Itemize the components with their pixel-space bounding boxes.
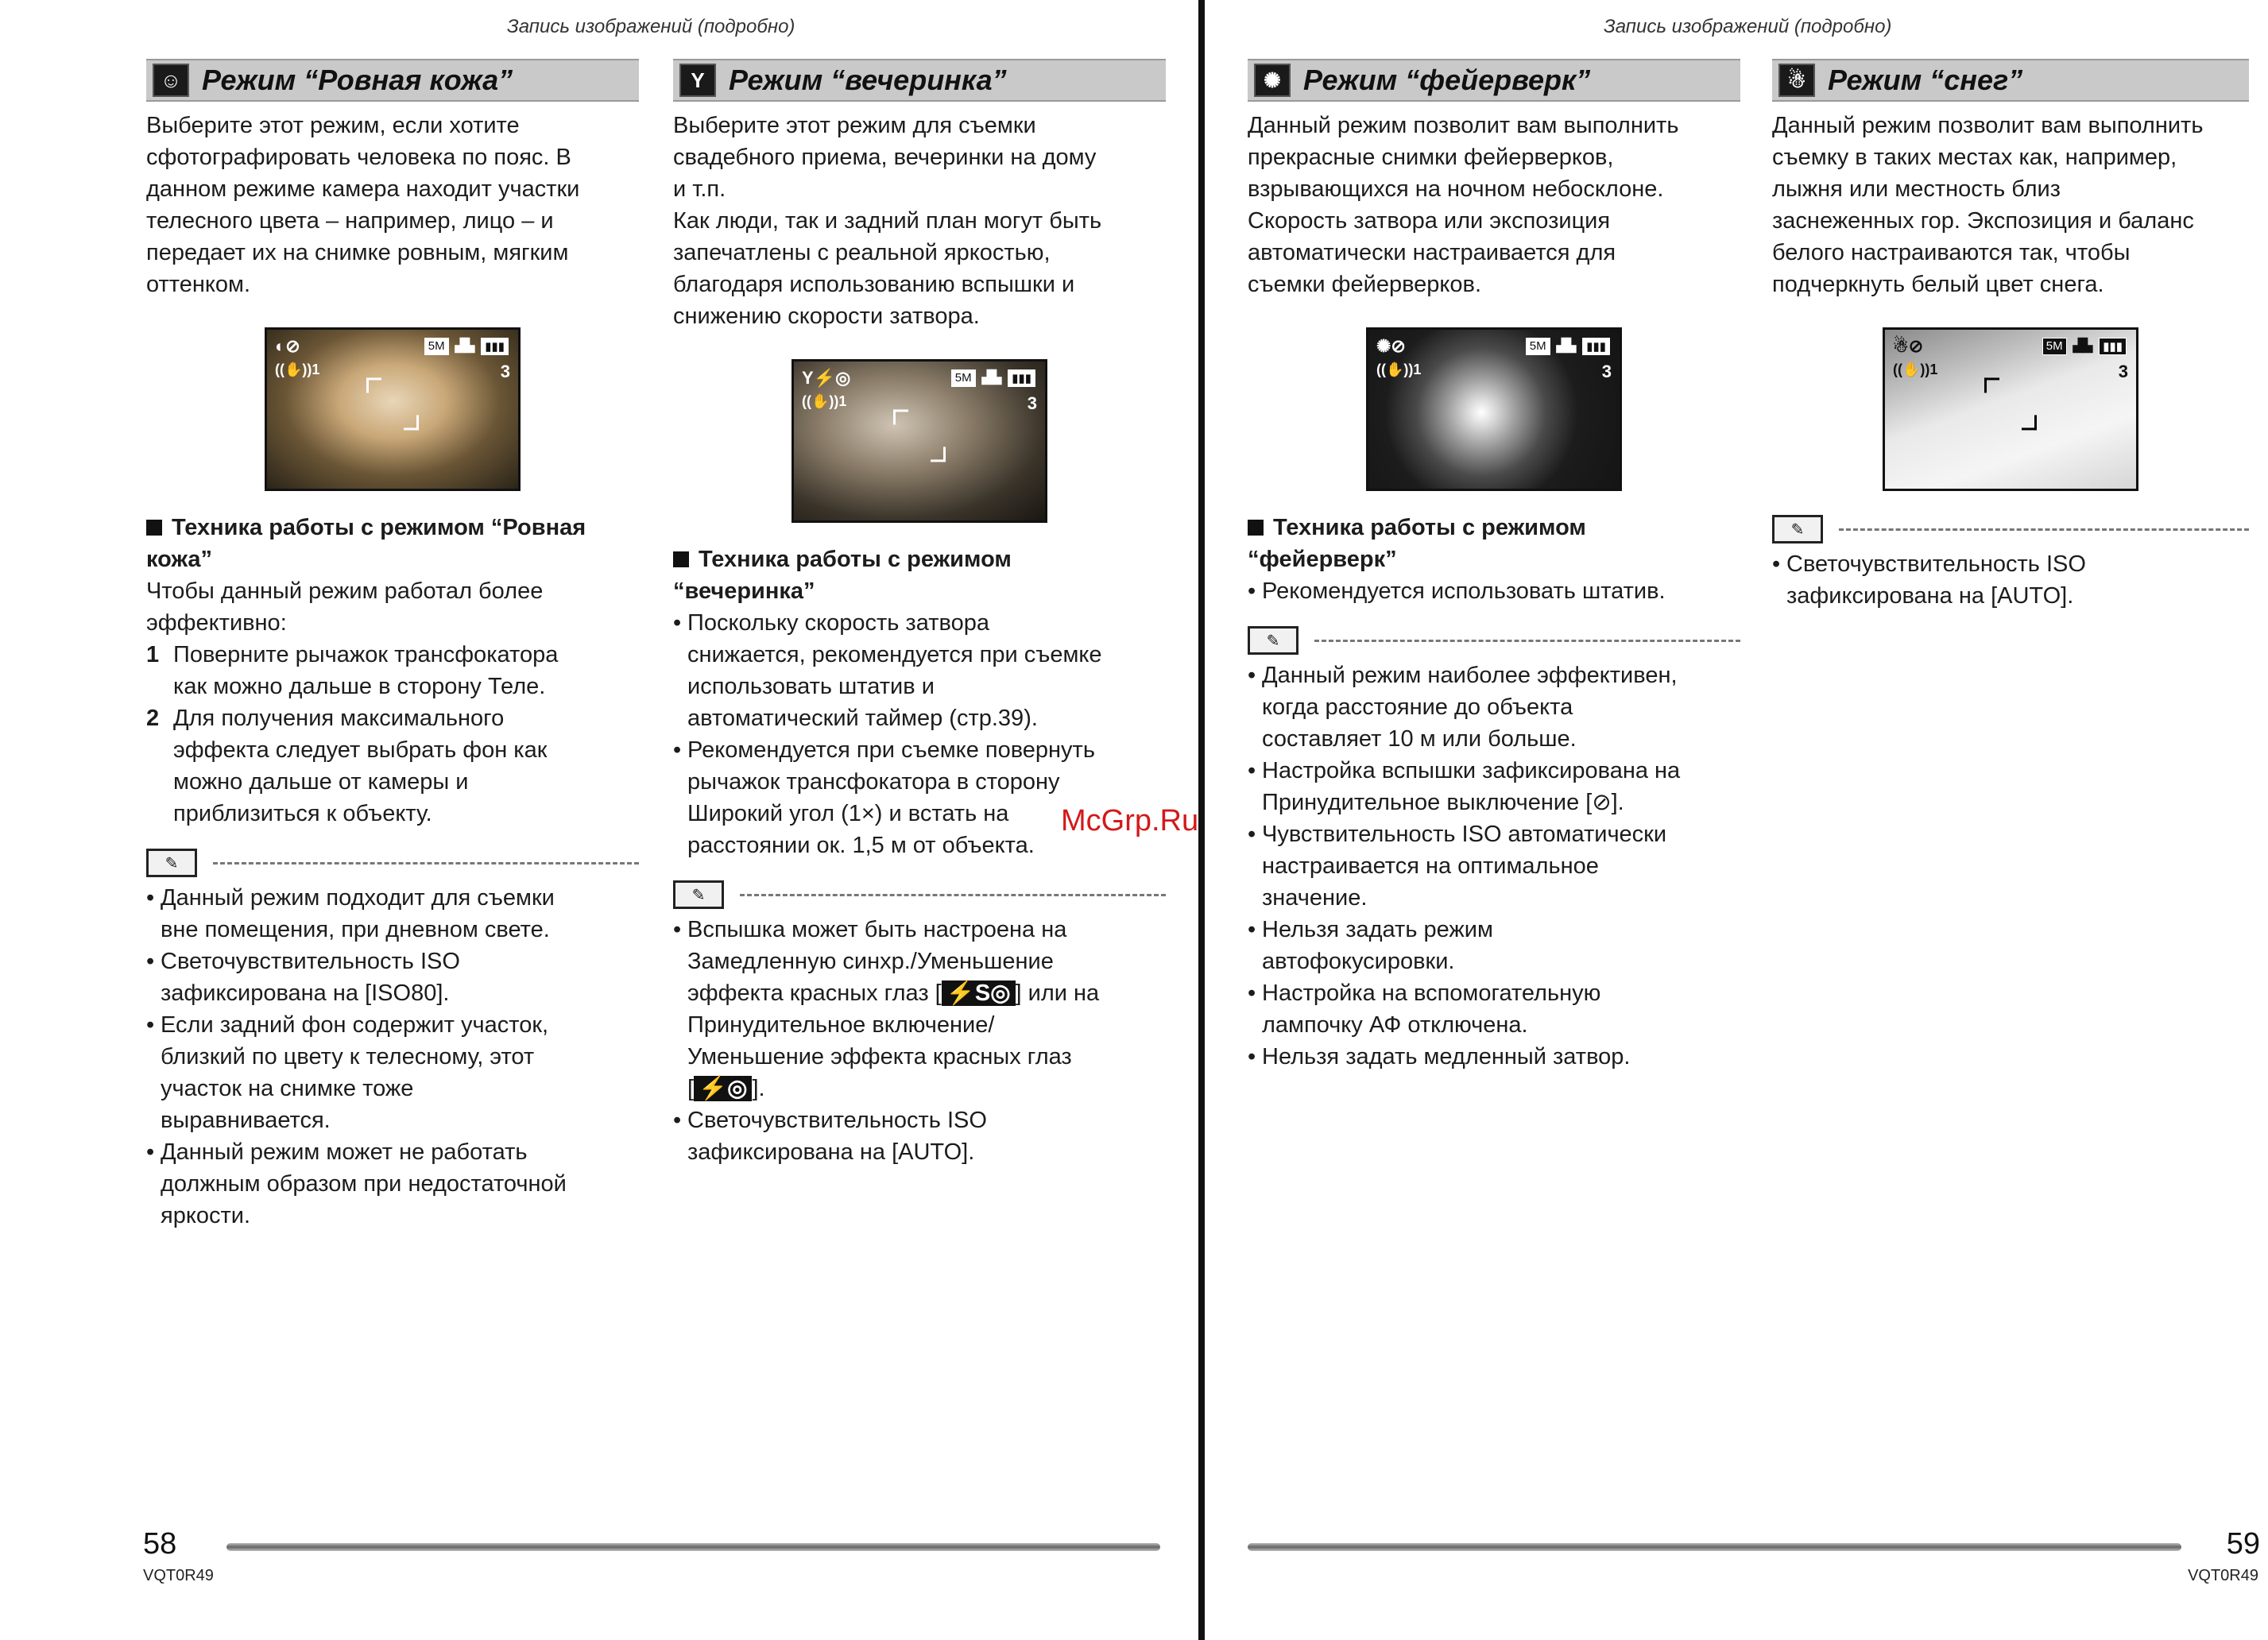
face-icon: ☺ bbox=[153, 64, 189, 97]
left-footer-bar bbox=[226, 1543, 1160, 1551]
note-divider bbox=[1772, 515, 2249, 543]
scene-mode-osd-icon: ✺⊘ bbox=[1376, 336, 1406, 356]
stabilizer-osd: ((✋))1 bbox=[1376, 362, 1422, 377]
remaining-shots: 3 bbox=[1027, 393, 1037, 413]
stabilizer-osd: ((✋))1 bbox=[275, 362, 320, 377]
remaining-shots: 3 bbox=[1601, 362, 1612, 381]
tech-bullet: • Рекомендуется при съемке повернуть рычажок трансфокатора в сторону Широкий угол (1×) и встать на расстоянии ок. 1,5 м от объекта. bbox=[673, 734, 1166, 861]
intro-text: Данный режим позволит вам выполнить съемку в таких местах как, например, лыжня или местность близ заснеженных гор. Экспозиция и баланс белого настраиваются так, чтобы подчеркнуть белый цвет снега. bbox=[1772, 113, 2204, 297]
sample-photo-portrait bbox=[265, 327, 521, 491]
note-divider bbox=[673, 880, 1166, 909]
picture-size-badge: 5M bbox=[951, 369, 976, 387]
note-item: • Чувствительность ISO автоматически настраивается на оптимальное значение. bbox=[1248, 818, 1740, 914]
left-page-number: 58 bbox=[143, 1527, 177, 1561]
note-item: • Нельзя задать медленный затвор. bbox=[1248, 1041, 1740, 1073]
osd-status-bar bbox=[1526, 338, 1610, 355]
battery-icon: ▮▮▮ bbox=[481, 338, 509, 355]
note-item: • Данный режим подходит для съемки вне помещения, при дневном свете. bbox=[146, 882, 639, 946]
section-snow bbox=[1772, 59, 2249, 612]
section-title-fireworks bbox=[1248, 59, 1740, 102]
right-page-header: Запись изображений (подробно) bbox=[1604, 16, 1892, 37]
tech-title: Техника работы с режимом “вечеринка” bbox=[673, 547, 1012, 604]
step-item: 1 Поверните рычажок трансфокатора как можно дальше в сторону Теле. bbox=[146, 642, 559, 699]
section-fireworks bbox=[1248, 59, 1740, 1073]
section-title-text: Режим “снег” bbox=[1828, 64, 2023, 96]
bullet-square-icon bbox=[673, 551, 689, 567]
quality-icon: ▟▙ bbox=[1556, 339, 1577, 353]
section-title-soft-skin bbox=[146, 59, 639, 102]
picture-size-badge: 5M bbox=[424, 338, 449, 355]
quality-icon: ▟▙ bbox=[455, 339, 475, 353]
intro-text: Выберите этот режим для съемки свадебного приема, вечеринки на дому и т.п. Как люди, так и задний план могут быть запечатлены с реальной яркостью, благодаря использованию вспышки и снижению скорости затвора. bbox=[673, 113, 1102, 329]
osd-status-bar bbox=[2042, 338, 2127, 355]
snowman-icon: ☃ bbox=[1778, 64, 1815, 97]
notes-list bbox=[1248, 659, 1740, 1073]
left-page-header: Запись изображений (подробно) bbox=[507, 16, 795, 37]
flash-on-redeye-icon: ⚡◎ bbox=[694, 1076, 752, 1101]
note-icon: ✎ bbox=[146, 849, 197, 877]
fireworks-icon: ✺ bbox=[1254, 64, 1291, 97]
picture-size-badge: 5M bbox=[2042, 338, 2067, 355]
bullet-square-icon bbox=[146, 520, 162, 536]
stabilizer-osd: ((✋))1 bbox=[1893, 362, 1938, 377]
note-item: • Вспышка может быть настроена на Замедленную синхр./Уменьшение эффекта красных глаз [ ⚡S◎ ] или на Принудительное включение/ Уменьшение эффекта красных глаз [ ⚡◎ ]. bbox=[673, 914, 1166, 1104]
book-spine bbox=[1198, 0, 1205, 1640]
tech-title: Техника работы с режимом “фейерверк” bbox=[1248, 515, 1586, 572]
note-icon: ✎ bbox=[1248, 626, 1298, 655]
battery-icon: ▮▮▮ bbox=[1582, 338, 1610, 355]
scene-mode-osd-icon: Y⚡◎ bbox=[802, 368, 851, 388]
scene-mode-osd-icon: ☃⊘ bbox=[1893, 336, 1924, 356]
note-icon: ✎ bbox=[673, 880, 724, 909]
sample-photo-fireworks bbox=[1366, 327, 1622, 491]
note-divider bbox=[146, 849, 639, 877]
bullet-square-icon bbox=[1248, 520, 1264, 536]
watermark: McGrp.Ru bbox=[1061, 804, 1199, 837]
right-model-code: VQT0R49 bbox=[2188, 1567, 2258, 1584]
section-soft-skin bbox=[146, 59, 639, 1232]
left-model-code: VQT0R49 bbox=[143, 1567, 214, 1584]
note-item: • Светочувствительность ISO зафиксирована на [AUTO]. bbox=[673, 1104, 1166, 1168]
af-frame bbox=[366, 377, 419, 430]
section-title-text: Режим “Ровная кожа” bbox=[202, 64, 513, 96]
intro-text: Данный режим позволит вам выполнить прекрасные снимки фейерверков, взрывающихся на ночном небосклоне. Скорость затвора или экспозиция автоматически настраивается для съемки фейерверков. bbox=[1248, 113, 1679, 297]
af-frame bbox=[1984, 377, 2037, 430]
section-title-snow bbox=[1772, 59, 2249, 102]
step-item: 2 Для получения максимального эффекта следует выбрать фон как можно дальше от камеры и приблизиться к объекту. bbox=[146, 706, 548, 826]
note-icon: ✎ bbox=[1772, 515, 1823, 543]
quality-icon: ▟▙ bbox=[2073, 339, 2093, 353]
section-title-text: Режим “вечеринка” bbox=[729, 64, 1007, 96]
tech-bullet: • Поскольку скорость затвора снижается, рекомендуется при съемке использовать штатив и автоматический таймер (стр.39). bbox=[673, 607, 1166, 734]
osd-status-bar bbox=[424, 338, 509, 355]
osd-status-bar bbox=[951, 369, 1035, 387]
intro-text: Выберите этот режим, если хотите сфотографировать человека по пояс. В данном режиме камера находит участки телесного цвета – например, лицо – и передает их на снимке ровным, мягким оттенком. bbox=[146, 113, 580, 297]
note-item: • Светочувствительность ISO зафиксирована на [AUTO]. bbox=[1772, 548, 2249, 612]
battery-icon: ▮▮▮ bbox=[2099, 338, 2127, 355]
remaining-shots: 3 bbox=[500, 362, 510, 381]
flash-slow-sync-redeye-icon: ⚡S◎ bbox=[942, 981, 1016, 1006]
notes-list bbox=[1772, 548, 2249, 612]
section-title-text: Режим “фейерверк” bbox=[1303, 64, 1591, 96]
note-item: • Нельзя задать режим автофокусировки. bbox=[1248, 914, 1740, 977]
af-frame bbox=[893, 409, 946, 462]
tech-intro: Чтобы данный режим работал более эффективно: bbox=[146, 578, 544, 636]
tech-bullet: • Рекомендуется использовать штатив. bbox=[1248, 575, 1740, 607]
sample-photo-snow bbox=[1883, 327, 2138, 491]
scene-mode-osd-icon: ◐⊘ bbox=[275, 336, 300, 356]
notes-list bbox=[146, 882, 639, 1232]
remaining-shots: 3 bbox=[2118, 362, 2128, 381]
note-item: • Если задний фон содержит участок, близкий по цвету к телесному, этот участок на снимке тоже выравнивается. bbox=[146, 1009, 639, 1136]
tech-title: Техника работы с режимом “Ровная кожа” bbox=[146, 515, 586, 572]
note-item: • Данный режим наиболее эффективен, когда расстояние до объекта составляет 10 м или больше. bbox=[1248, 659, 1740, 755]
stabilizer-osd: ((✋))1 bbox=[802, 393, 847, 409]
right-footer-bar bbox=[1248, 1543, 2181, 1551]
note-divider bbox=[1248, 626, 1740, 655]
note-item: • Данный режим может не работать должным образом при недостаточной яркости. bbox=[146, 1136, 639, 1232]
notes-list bbox=[673, 914, 1166, 1168]
note-item: • Настройка на вспомогательную лампочку АФ отключена. bbox=[1248, 977, 1740, 1041]
section-title-party bbox=[673, 59, 1166, 102]
note-item: • Настройка вспышки зафиксирована на Принудительное выключение [⊘]. bbox=[1248, 755, 1740, 818]
section-party bbox=[673, 59, 1166, 1168]
tech-bullets bbox=[1248, 575, 1740, 607]
picture-size-badge: 5M bbox=[1526, 338, 1550, 355]
sample-photo-party bbox=[791, 359, 1047, 523]
battery-icon: ▮▮▮ bbox=[1008, 369, 1035, 387]
right-page-number: 59 bbox=[2226, 1527, 2260, 1561]
note-item: • Светочувствительность ISO зафиксирована на [ISO80]. bbox=[146, 946, 639, 1009]
cocktail-icon: Y bbox=[679, 64, 716, 97]
quality-icon: ▟▙ bbox=[981, 371, 1002, 385]
